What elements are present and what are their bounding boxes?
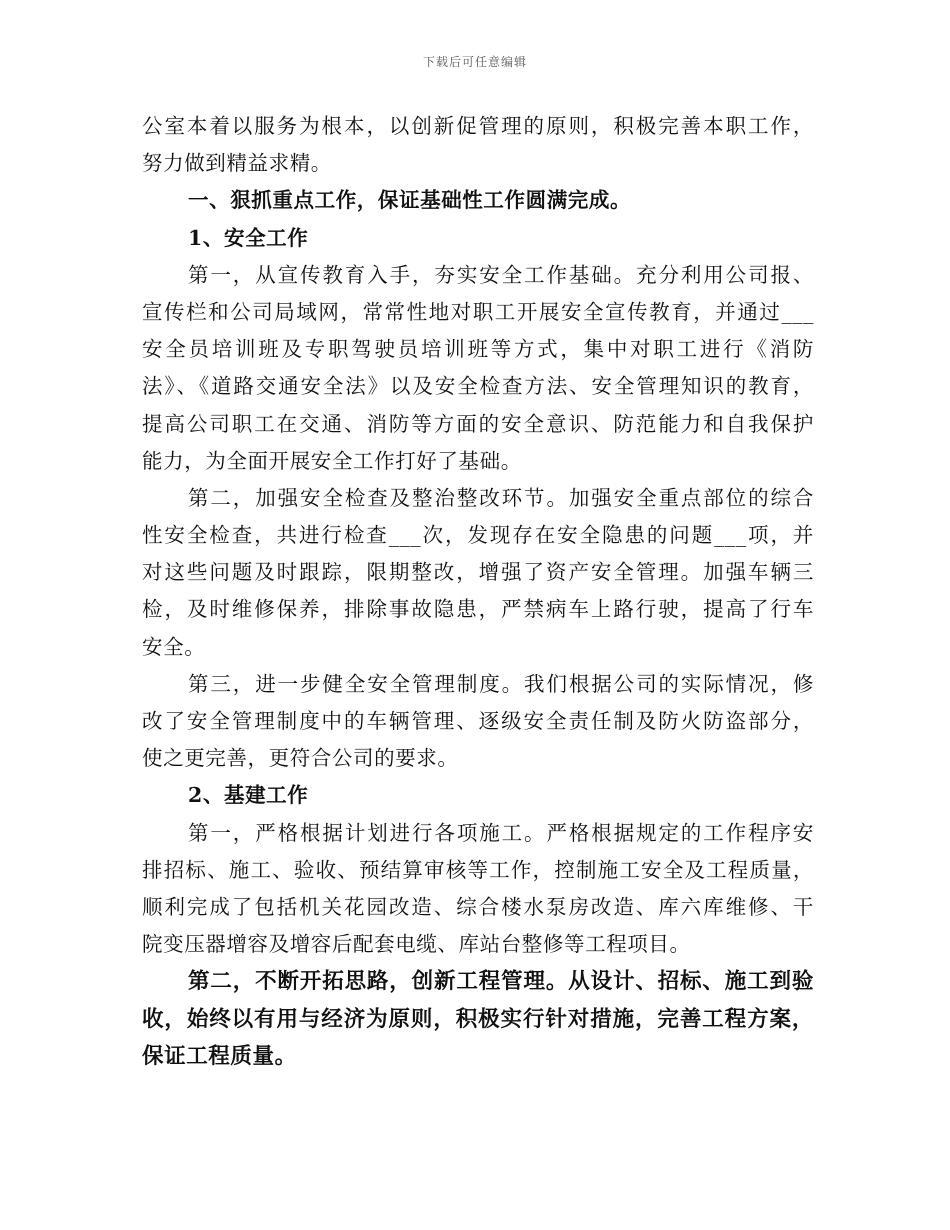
text-line: 院变压器增容及增容后配套电缆、库站台整修等工程项目。 <box>142 932 691 957</box>
text-line: 法》、《道路交通安全法》以及安全检查方法、安全管理知识的教育， <box>142 374 814 399</box>
text-line: 公室本着以服务为根本，以创新促管理的原则，积极完善本职工作， <box>142 114 814 138</box>
page-header: 下载后可任意编辑 <box>422 55 527 69</box>
document-body <box>142 108 814 1075</box>
text-line: 保证工程质量。 <box>142 1043 297 1069</box>
text-line: 第三，进一步健全安全管理制度。我们根据公司的实际情况，修 <box>188 671 814 696</box>
text-line: 对这些问题及时跟踪，限期整改，增强了资产安全管理。加强车辆三 <box>142 560 814 585</box>
text-line: 检，及时维修保养，排除事故隐患，严禁病车上路行驶，提高了行车 <box>142 597 814 622</box>
text-line: 第二，不断开拓思路，创新工程管理。从设计、招标、施工到验 <box>188 969 814 995</box>
text-line: 能力，为全面开展安全工作打好了基础。 <box>142 448 522 473</box>
text-line: 2、基建工作 <box>188 783 309 808</box>
text-line: 1、安全工作 <box>188 225 309 250</box>
text-line: 努力做到精益求精。 <box>142 151 332 176</box>
text-line: 使之更完善，更符合公司的要求。 <box>142 746 459 771</box>
text-line: 一、狠抓重点工作，保证基础性工作圆满完成。 <box>188 188 632 213</box>
text-line: 第一，严格根据计划进行各项施工。严格根据规定的工作程序安 <box>188 820 814 845</box>
text-line: 安全员培训班及专职驾驶员培训班等方式，集中对职工进行《消防 <box>142 337 814 362</box>
text-line: 第一，从宣传教育入手，夯实安全工作基础。充分利用公司报、 <box>188 262 814 287</box>
text-line: 改了安全管理制度中的车辆管理、逐级安全责任制及防火防盗部分， <box>142 709 814 733</box>
text-line: 顺利完成了包括机关花园改造、综合楼水泵房改造、库六库维修、干 <box>142 894 814 919</box>
text-line: 第二，加强安全检查及整治整改环节。加强安全重点部位的综合 <box>188 485 814 510</box>
text-line: 性安全检查，共进行检查___次，发现存在安全隐患的问题___项，并 <box>142 523 814 548</box>
text-line: 安全。 <box>142 634 206 659</box>
text-line: 提高公司职工在交通、消防等方面的安全意识、防范能力和自我保护 <box>142 411 814 436</box>
text-line: 宣传栏和公司局域网，常常性地对职工开展安全宣传教育，并通过___ <box>142 299 814 324</box>
text-line: 排招标、施工、验收、预结算审核等工作，控制施工安全及工程质量， <box>142 857 814 882</box>
text-line: 收，始终以有用与经济为原则，积极实行针对措施，完善工程方案， <box>142 1006 814 1032</box>
